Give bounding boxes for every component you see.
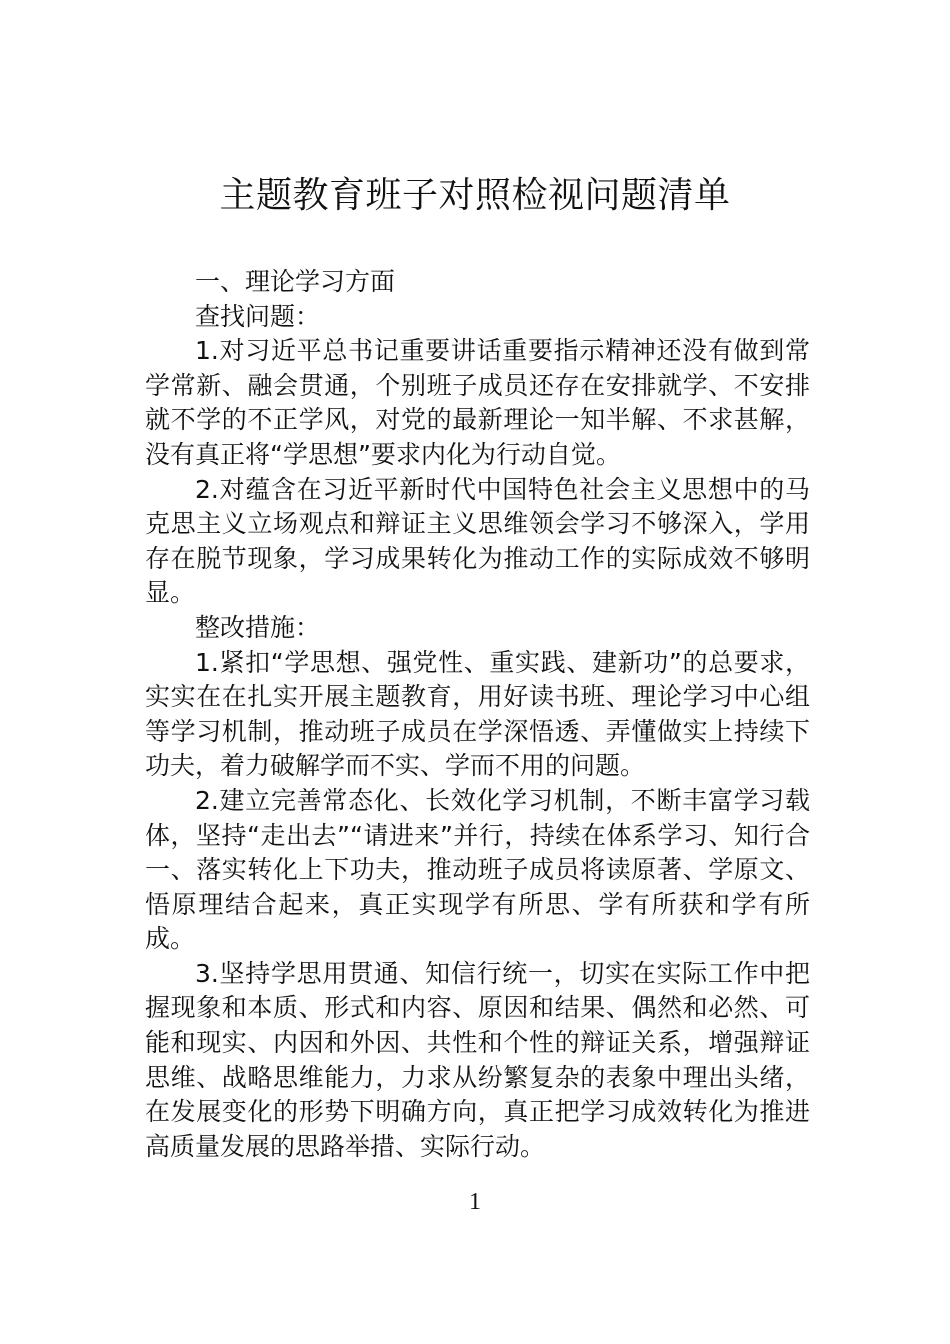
problem-item-2: 2.对蕴含在习近平新时代中国特色社会主义思想中的马克思主义立场观点和辩证主义思维领会学习不够深入，学用存在脱节现象，学习成果转化为推动工作的实际成效不够明显。 (145, 474, 810, 608)
measure-item-2: 2.建立完善常态化、长效化学习机制，不断丰富学习载体，坚持“走出去”“请进来”并行，持续在体系学习、知行合一、落实转化上下功夫，推动班子成员将读原著、学原文、悟原理结合起来，真正实现学有所思、学有所获和学有所成。 (145, 785, 810, 954)
document-title: 主题教育班子对照检视问题清单 (219, 175, 731, 216)
subsection-heading: 整改措施： (195, 612, 321, 642)
measure-item-1: 1.紧扣“学思想、强党性、重实践、建新功”的总要求，实实在在扎实开展主题教育，用好读书班、理论学习中心组等学习机制，推动班子成员在学深悟透、弄懂做实上持续下功夫，着力破解学而不实、学而不用的问题。 (145, 647, 810, 781)
subsection-heading: 查找问题： (195, 301, 321, 331)
section-heading: 一、理论学习方面 (195, 267, 396, 296)
measure-item-3: 3.坚持学思用贯通、知信行统一，切实在实际工作中把握现象和本质、形式和内容、原因和结果、偶然和必然、可能和现实、内因和外因、共性和个性的辩证关系，增强辩证思维、战略思维能力，力求从纷繁复杂的表象中理出头绪，在发展变化的形势下明确方向，真正把学习成效转化为推进高质量发展的思路举措、实际行动。 (145, 958, 810, 1161)
page-number: 1 (469, 1189, 481, 1215)
problem-item-1: 1.对习近平总书记重要讲话重要指示精神还没有做到常学常新、融会贯通，个别班子成员还存在安排就学、不安排就不学的不正学风，对党的最新理论一知半解、不求甚解，没有真正将“学思想”要求内化为行动自觉。 (145, 336, 810, 469)
document-body (145, 265, 810, 1164)
